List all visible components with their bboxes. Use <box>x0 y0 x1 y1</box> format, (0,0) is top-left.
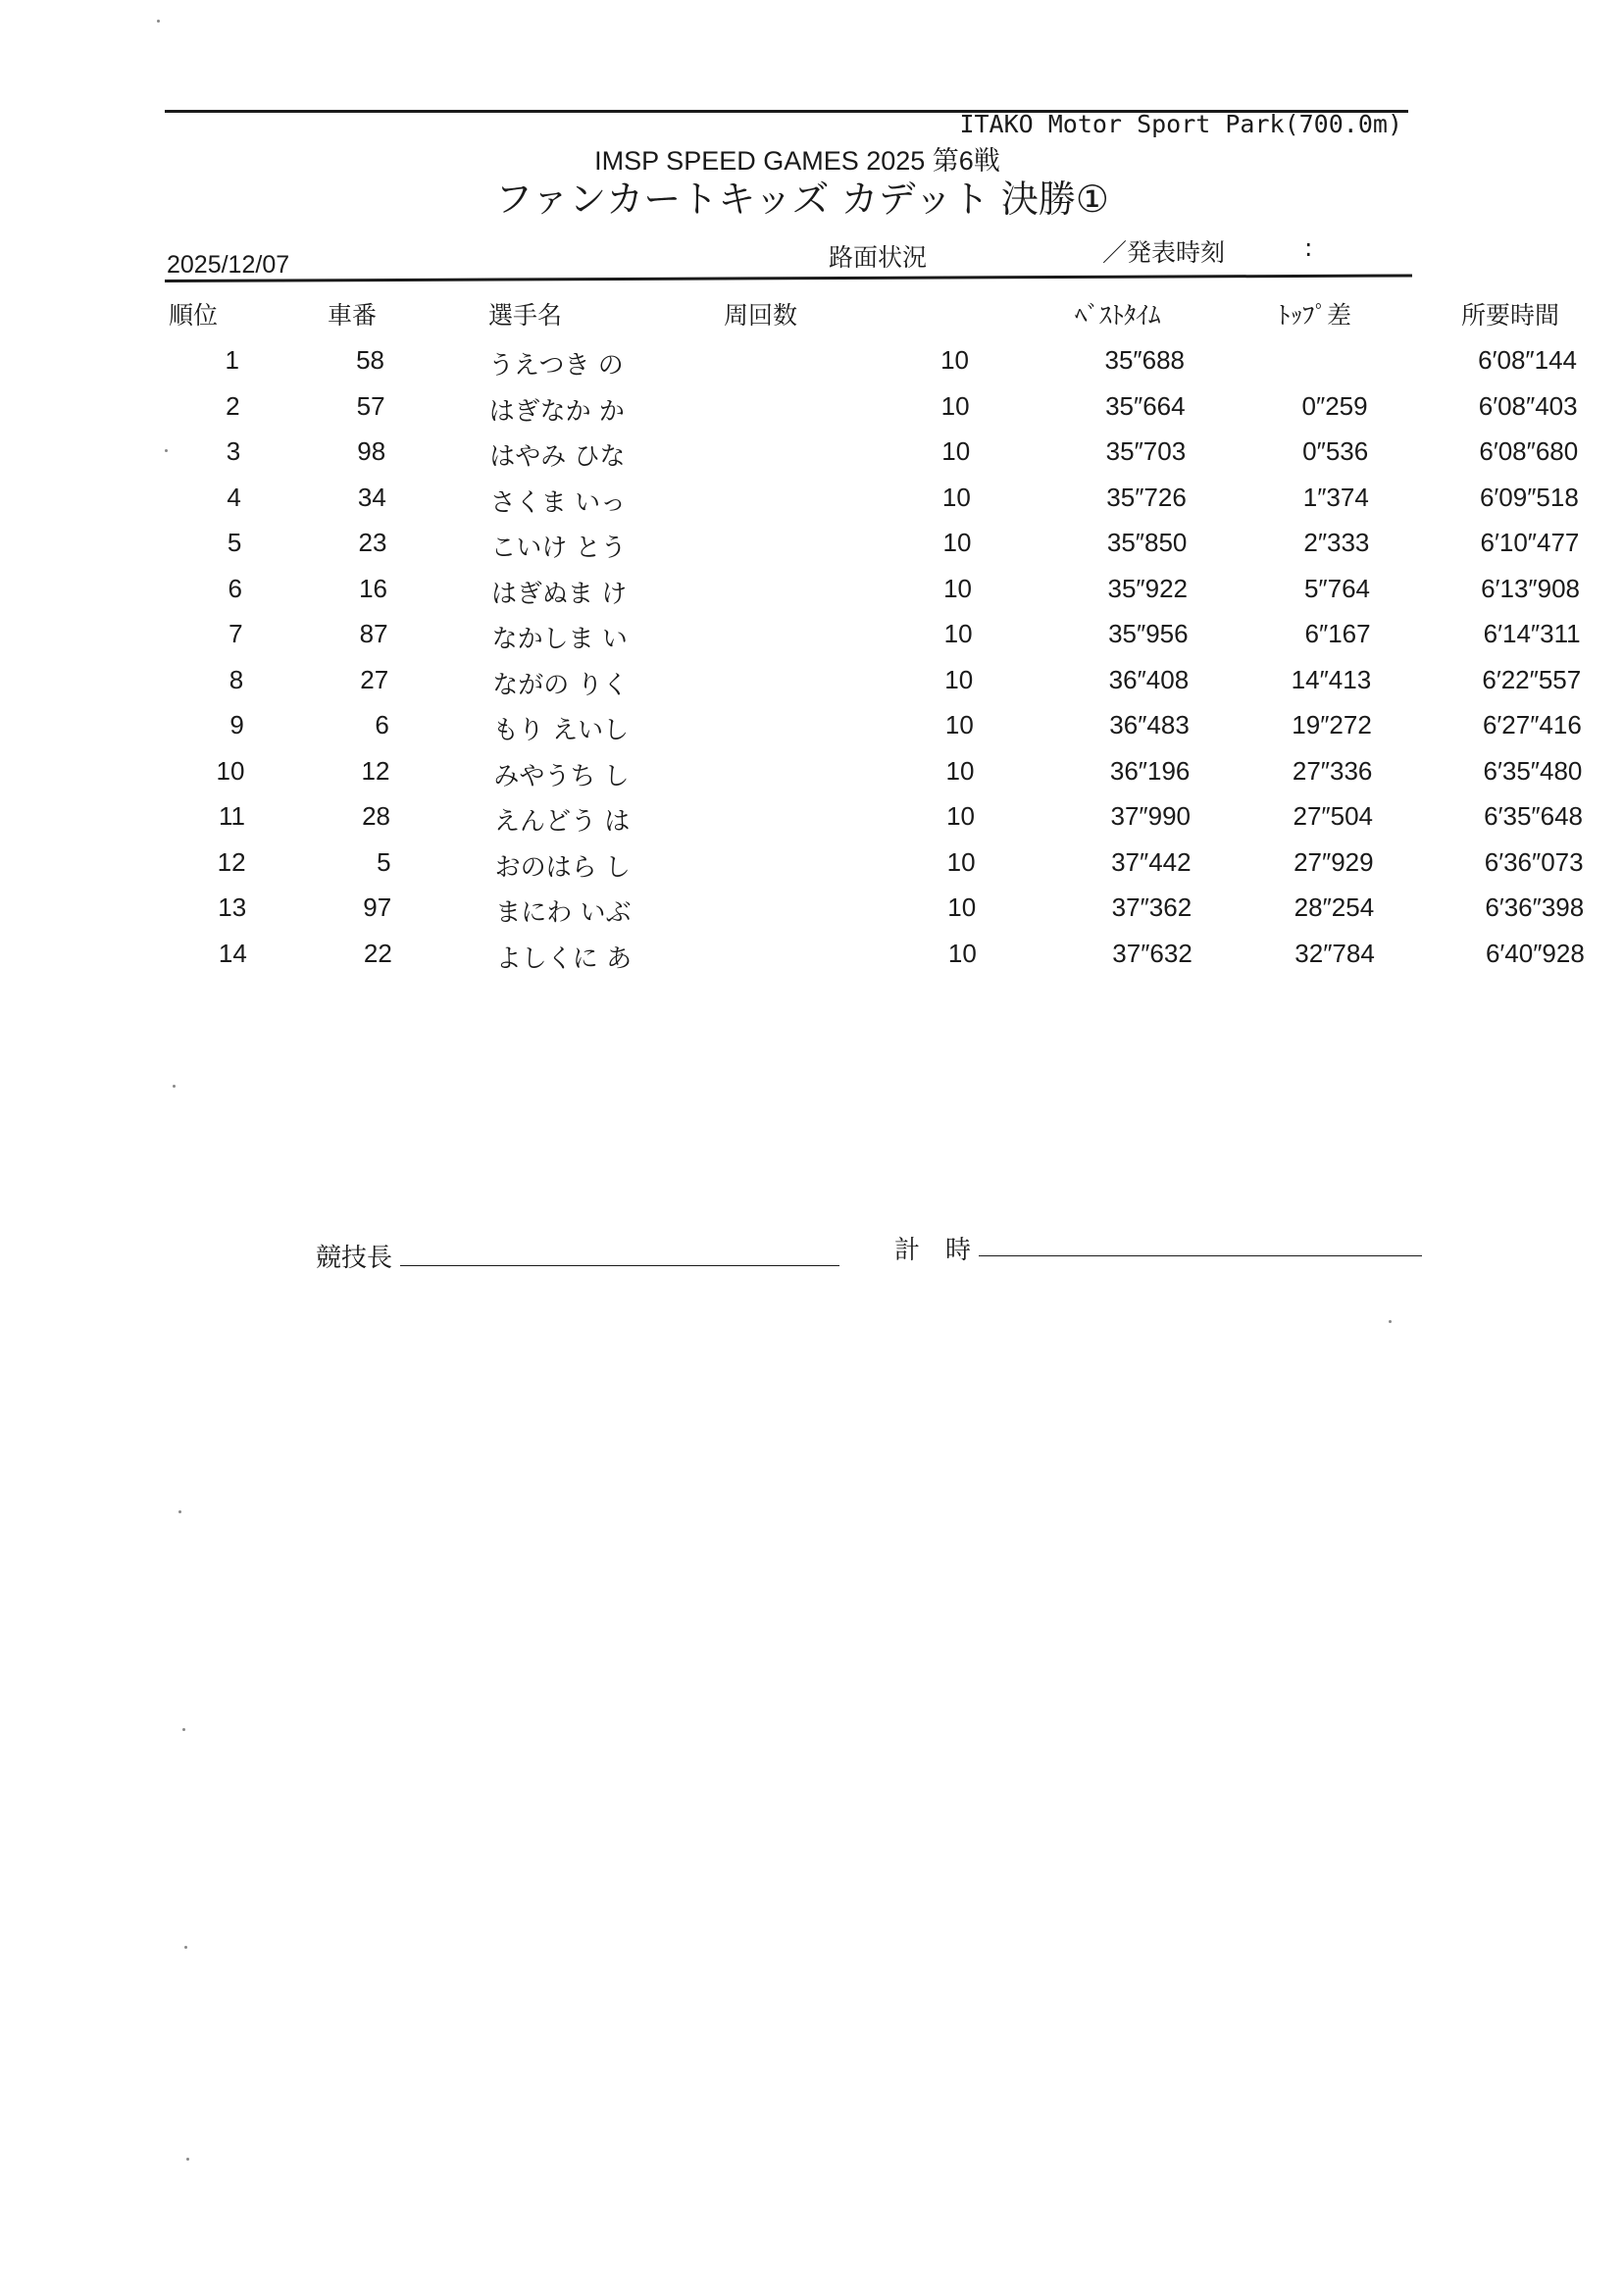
cell-position: 9 <box>229 710 244 739</box>
table-header-row <box>165 290 1560 337</box>
cell-car-no: 34 <box>357 482 386 512</box>
cell-driver: よしくに あ <box>495 943 633 974</box>
cell-position: 14 <box>218 938 247 968</box>
cell-position: 3 <box>226 436 241 466</box>
cell-driver: はぎぬま け <box>491 579 628 609</box>
cell-position: 13 <box>218 892 247 922</box>
cell-best-time: 37″362 <box>1111 892 1193 922</box>
cell-driver: まにわ いぶ <box>495 898 632 928</box>
col-total-time: 所要時間 <box>1461 301 1560 330</box>
cell-position: 4 <box>227 482 241 512</box>
cell-best-time: 37″442 <box>1111 846 1192 877</box>
scan-speck <box>184 1946 187 1949</box>
scan-speck <box>178 1510 181 1513</box>
cell-total-time: 6′08″403 <box>1478 390 1578 421</box>
cell-laps: 10 <box>946 846 976 877</box>
venue-label: ITAKO Motor Sport Park(700.0m) <box>959 110 1402 138</box>
scan-speck <box>186 2158 189 2161</box>
cell-position: 8 <box>228 664 244 694</box>
scan-speck <box>182 1728 185 1731</box>
cell-car-no: 6 <box>375 710 389 739</box>
cell-driver: おのはら し <box>494 852 631 883</box>
cell-top-gap: 28″254 <box>1294 892 1375 922</box>
cell-best-time: 37″990 <box>1110 801 1191 831</box>
cell-laps: 10 <box>945 755 975 786</box>
cell-laps: 10 <box>942 528 972 557</box>
cell-top-gap: 27″504 <box>1293 801 1373 831</box>
scan-speck <box>1389 1320 1392 1323</box>
cell-car-no: 28 <box>362 801 390 831</box>
timekeeper-signature-line <box>979 1255 1422 1256</box>
cell-best-time: 35″956 <box>1108 619 1189 648</box>
table-row <box>168 566 1580 612</box>
race-title-text: ファンカートキッズ カデット 決勝① <box>495 178 1109 221</box>
cell-laps: 10 <box>944 710 974 739</box>
cell-best-time: 36″196 <box>1109 755 1191 786</box>
road-condition-label: 路面状況 <box>829 243 928 272</box>
cell-laps: 10 <box>947 892 977 922</box>
table-row <box>166 383 1578 430</box>
announce-time-label: ／発表時刻 <box>1102 238 1226 267</box>
table-row <box>169 657 1582 703</box>
cell-best-time: 37″632 <box>1112 938 1193 968</box>
cell-total-time: 6′10″477 <box>1480 528 1580 557</box>
table-row <box>166 429 1579 475</box>
cell-top-gap: 19″272 <box>1292 710 1372 739</box>
cell-laps: 10 <box>941 436 971 466</box>
cell-driver: ながの りく <box>492 670 629 700</box>
cell-position: 11 <box>219 801 245 831</box>
cell-driver: もり えいし <box>492 716 630 745</box>
table-row <box>167 520 1580 566</box>
cell-top-gap: 0″259 <box>1301 390 1368 421</box>
cell-best-time: 35″922 <box>1107 573 1188 603</box>
col-top-gap: ﾄｯﾌﾟ差 <box>1278 301 1352 330</box>
cell-top-gap: 27″929 <box>1294 846 1374 877</box>
cell-driver: みやうち し <box>493 761 630 791</box>
cell-total-time: 6′09″518 <box>1479 482 1579 512</box>
cell-total-time: 6′35″480 <box>1483 755 1583 786</box>
cell-position: 2 <box>226 390 240 421</box>
cell-car-no: 22 <box>363 938 392 968</box>
cell-laps: 10 <box>940 345 969 375</box>
cell-top-gap: 27″336 <box>1292 755 1373 786</box>
timekeeper-label: 計 時 <box>894 1236 972 1265</box>
cell-total-time: 6′14″311 <box>1483 619 1581 648</box>
table-row <box>169 611 1581 657</box>
cell-total-time: 6′40″928 <box>1485 938 1585 968</box>
table-row <box>173 931 1585 977</box>
cell-total-time: 6′08″144 <box>1478 345 1577 375</box>
cell-laps: 10 <box>946 801 975 831</box>
cell-top-gap: 5″764 <box>1303 573 1370 603</box>
table-row <box>165 337 1577 383</box>
cell-driver: はぎなか か <box>488 396 625 427</box>
cell-total-time: 6′35″648 <box>1484 801 1583 831</box>
cell-position: 6 <box>228 573 242 603</box>
results-body <box>165 337 1585 976</box>
cell-best-time: 36″483 <box>1109 710 1190 739</box>
director-label: 競技長 <box>316 1244 393 1273</box>
cell-car-no: 5 <box>377 846 391 877</box>
header-rule <box>165 274 1412 282</box>
director-signature-line <box>400 1265 839 1266</box>
event-title-text: IMSP SPEED GAMES 2025 第6戦 <box>594 146 1000 176</box>
cell-car-no: 27 <box>360 664 389 694</box>
cell-car-no: 58 <box>356 345 384 375</box>
table-row <box>172 885 1585 931</box>
table-row <box>172 840 1584 886</box>
cell-total-time: 6′36″398 <box>1485 892 1585 922</box>
cell-top-gap: 32″784 <box>1294 938 1375 968</box>
cell-laps: 10 <box>941 482 971 512</box>
cell-best-time: 35″664 <box>1105 390 1186 421</box>
cell-laps: 10 <box>944 664 974 694</box>
cell-total-time: 6′22″557 <box>1482 664 1582 694</box>
cell-laps: 10 <box>943 573 972 603</box>
cell-total-time: 6′27″416 <box>1482 710 1582 739</box>
cell-driver: さくま いっ <box>489 487 627 518</box>
cell-car-no: 98 <box>357 436 386 466</box>
table-row <box>167 475 1579 521</box>
col-position: 順位 <box>169 301 219 330</box>
scan-speck <box>173 1085 176 1088</box>
col-best-time: ﾍﾞｽﾄﾀｲﾑ <box>1075 301 1161 330</box>
table-row <box>170 702 1582 748</box>
cell-best-time: 36″408 <box>1108 664 1190 694</box>
cell-driver: えんどう は <box>494 807 631 837</box>
cell-top-gap: 6″167 <box>1304 619 1371 648</box>
cell-position: 10 <box>216 755 245 786</box>
cell-top-gap: 0″536 <box>1302 436 1369 466</box>
table-row <box>171 793 1583 840</box>
cell-position: 7 <box>228 619 243 648</box>
cell-best-time: 35″703 <box>1105 436 1187 466</box>
cell-laps: 10 <box>947 938 977 968</box>
results-table <box>165 290 1585 976</box>
race-date: 2025/12/07 <box>167 251 290 279</box>
col-car-no: 車番 <box>328 301 378 330</box>
cell-car-no: 12 <box>361 755 390 786</box>
col-laps: 周回数 <box>724 301 798 330</box>
scan-speck <box>157 20 160 23</box>
cell-top-gap: 14″413 <box>1291 664 1372 694</box>
cell-position: 5 <box>227 528 242 557</box>
cell-driver: はやみ ひな <box>489 442 626 472</box>
cell-total-time: 6′13″908 <box>1481 573 1580 603</box>
cell-car-no: 23 <box>358 528 387 557</box>
cell-position: 12 <box>217 846 246 877</box>
cell-best-time: 35″726 <box>1106 482 1187 512</box>
cell-best-time: 35″850 <box>1106 528 1188 557</box>
scan-speck <box>165 449 168 452</box>
cell-top-gap: 1″374 <box>1302 482 1369 512</box>
cell-car-no: 57 <box>356 390 385 421</box>
cell-laps: 10 <box>943 619 973 648</box>
cell-total-time: 6′08″680 <box>1479 436 1579 466</box>
cell-car-no: 97 <box>363 892 392 922</box>
cell-top-gap: 2″333 <box>1303 528 1370 557</box>
cell-driver: なかしま い <box>491 625 628 654</box>
cell-laps: 10 <box>940 390 970 421</box>
cell-driver: こいけ とう <box>490 534 627 563</box>
cell-car-no: 87 <box>359 619 388 648</box>
table-row <box>170 748 1583 794</box>
cell-car-no: 16 <box>359 573 387 603</box>
cell-position: 1 <box>225 345 239 375</box>
cell-best-time: 35″688 <box>1104 345 1185 375</box>
col-driver: 選手名 <box>488 301 563 330</box>
announce-time-colon: : <box>1304 233 1313 262</box>
cell-driver: うえつき の <box>488 351 624 381</box>
race-title <box>0 169 1624 223</box>
cell-total-time: 6′36″073 <box>1484 846 1584 877</box>
